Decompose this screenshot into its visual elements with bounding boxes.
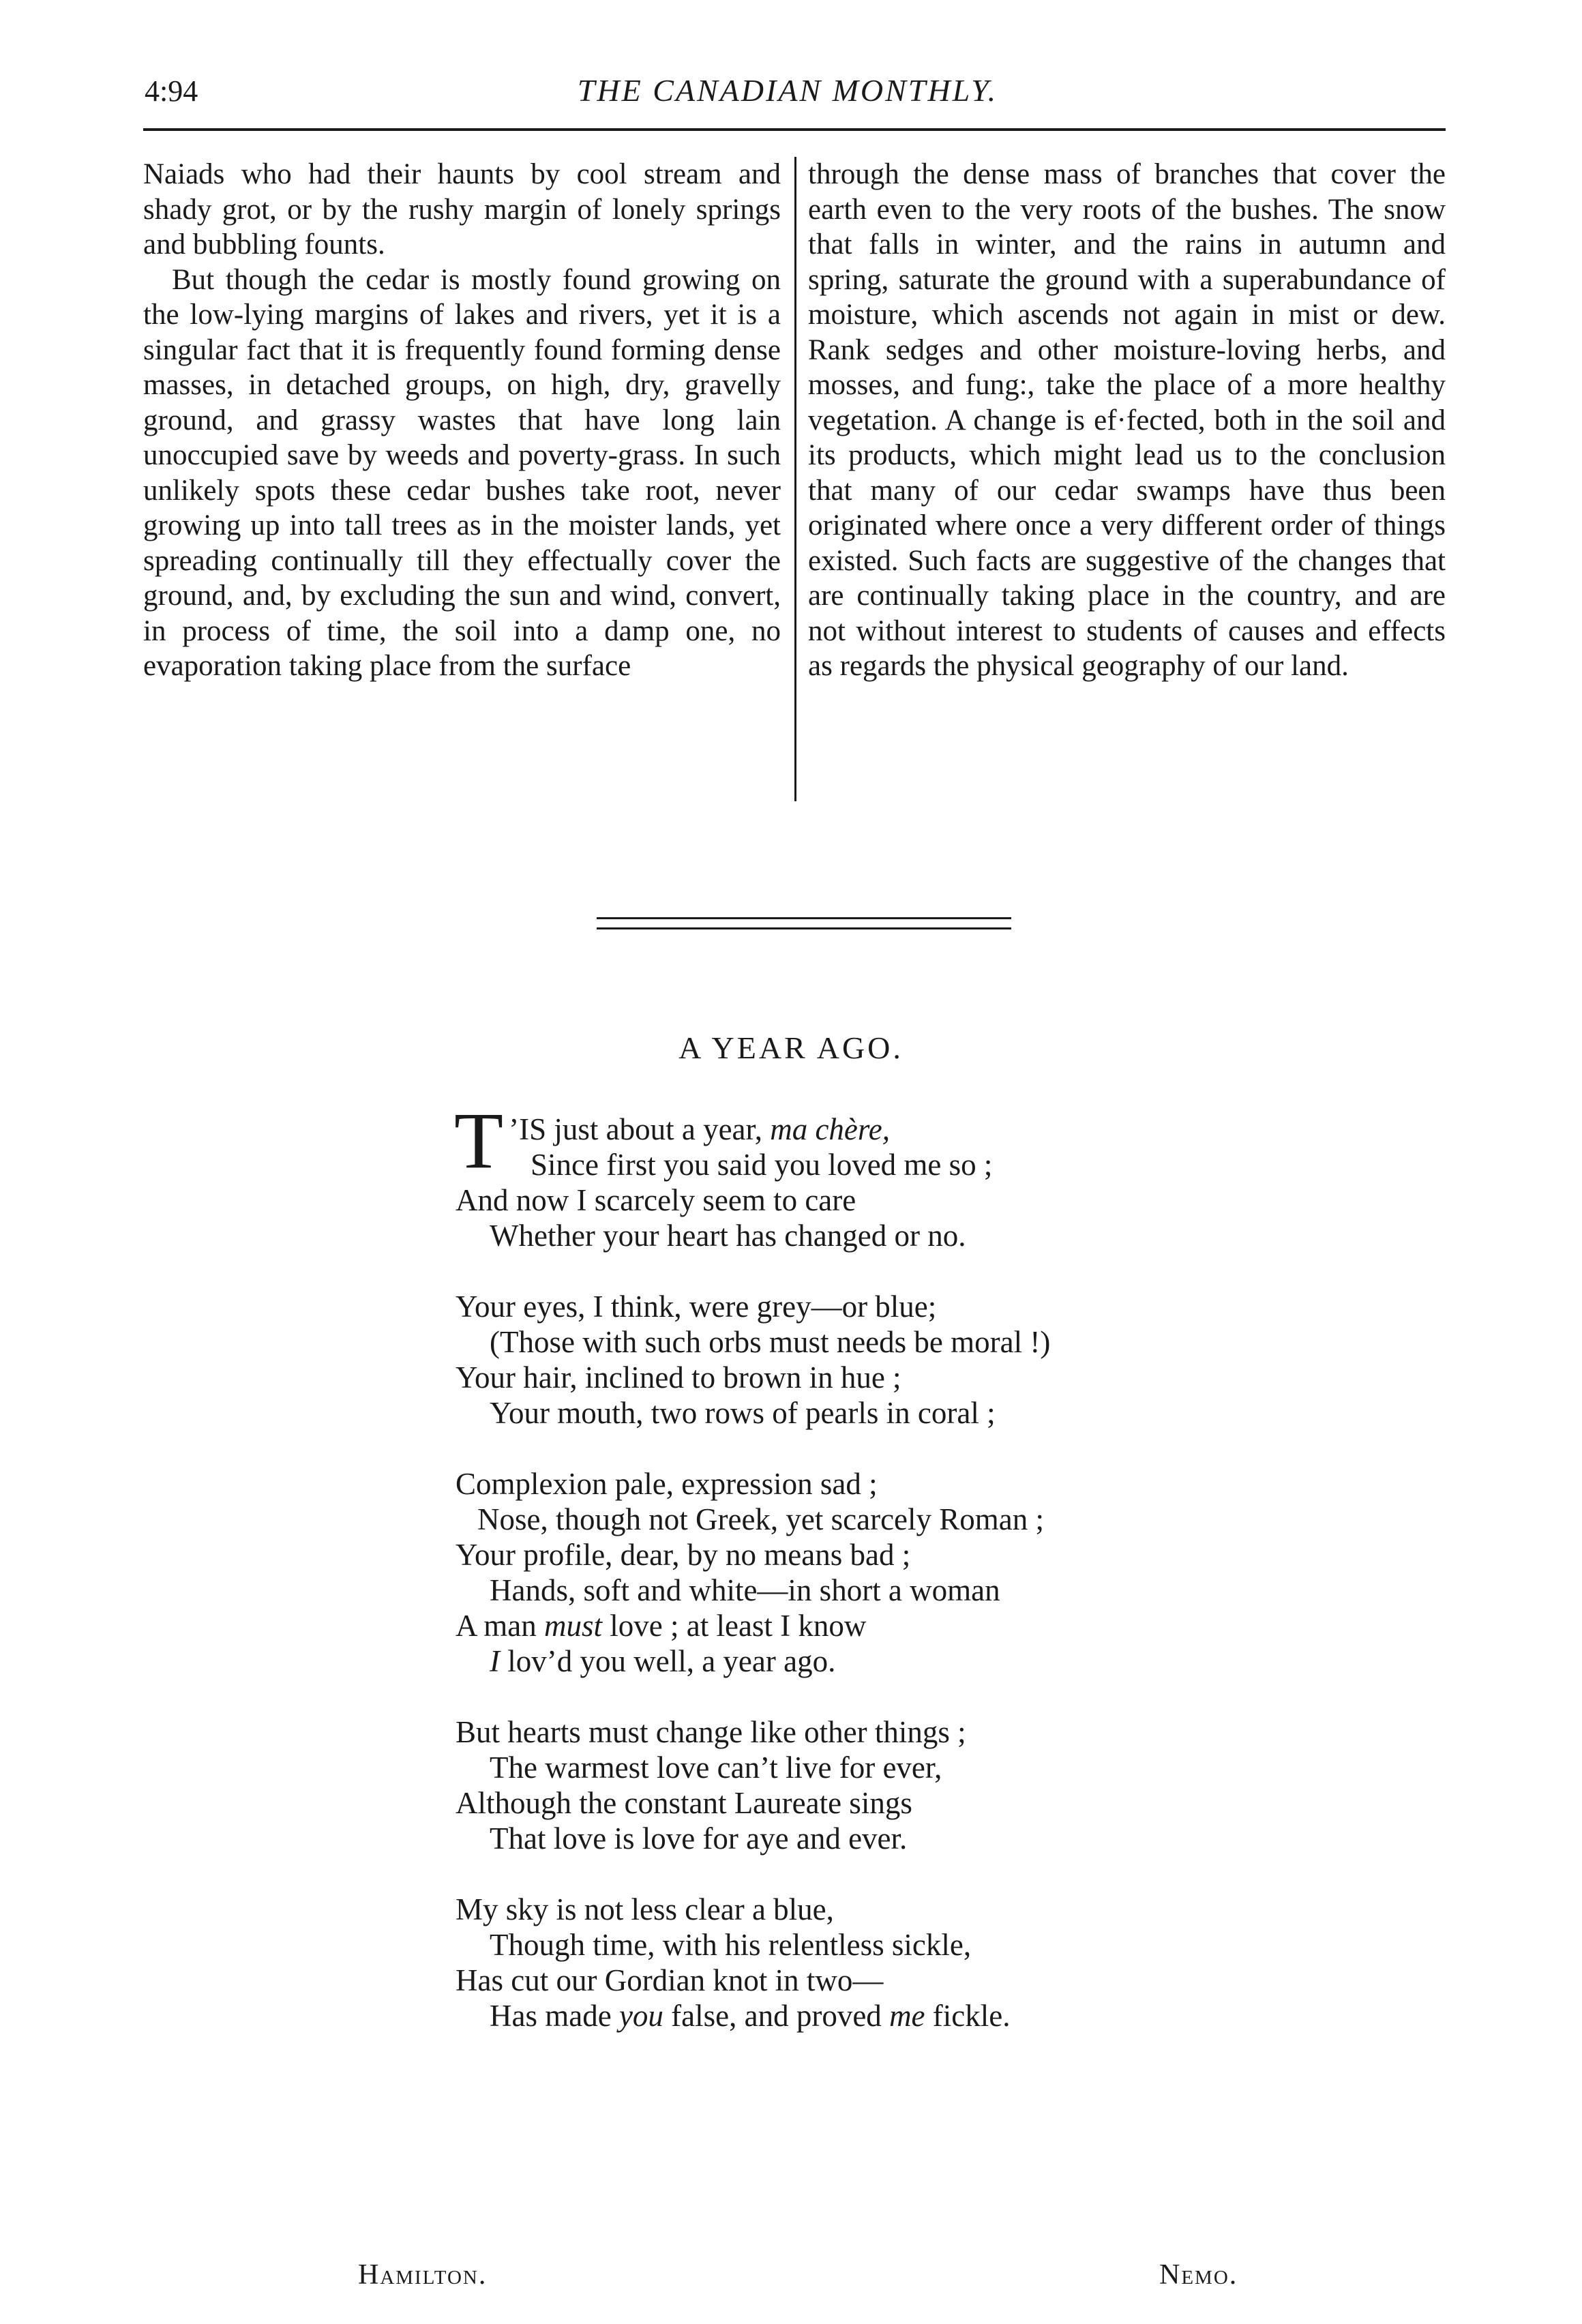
line-text: Has made: [490, 1999, 619, 2033]
poem-line: [456, 1608, 1410, 1643]
line-text: IS just about a year,: [519, 1112, 771, 1146]
drop-cap: T: [454, 1096, 504, 1185]
line-text: fickle.: [925, 1999, 1011, 2033]
left-column: [143, 157, 781, 684]
italic-text: you: [618, 1999, 663, 2033]
poem-line: That love is love for aye and ever.: [490, 1821, 908, 1856]
italic-text: must: [544, 1609, 603, 1643]
stanza-2: [456, 1289, 1410, 1431]
poem-title: A YEAR AGO.: [678, 1030, 904, 1065]
poem-line: Although the constant Laureate sings: [456, 1786, 912, 1820]
line-text: love ; at least I know: [602, 1609, 867, 1643]
stanza-1: [454, 1096, 1410, 1253]
poem-line: Hands, soft and white—in short a woman: [490, 1573, 1000, 1607]
poem-line: Your eyes, I think, were grey—or blue;: [456, 1290, 937, 1324]
poem-line: [456, 1998, 1410, 2034]
poem-line: Since first you said you loved me so ;: [531, 1148, 993, 1182]
poem-line: My sky is not less clear a blue,: [456, 1892, 834, 1926]
byline-author: Nemo.: [1159, 2259, 1238, 2291]
line-text: lov’d you well, a year ago.: [500, 1644, 836, 1678]
paragraph: But though the cedar is mostly found growing on the low-lying margins of lakes and rivers, yet it is a singular fact that it is frequently found forming dense masses, in detached groups, on high, dry, gravelly ground, and grassy wastes that have long lain unoccupied save by weeds and poverty-grass. In such unlikely spots these cedar bushes take root, never growing up into tall trees as in the moister lands, yet spreading continually till they effectually cover the ground, and, by excluding the sun and wind, convert, in process of time, the soil into a damp one, no evaporation taking place from the surface: [143, 263, 781, 682]
poem-line: And now I scarcely seem to care: [456, 1183, 856, 1217]
poem-line: Though time, with his relentless sickle,: [490, 1928, 972, 1962]
poem-line: But hearts must change like other things ;: [456, 1715, 966, 1749]
section-rule-top: [597, 917, 1011, 919]
italic-text: I: [490, 1644, 500, 1678]
line-text: A man: [456, 1609, 544, 1643]
poem-line: Your mouth, two rows of pearls in coral ;: [490, 1396, 996, 1430]
poem-line: Your hair, inclined to brown in hue ;: [456, 1360, 901, 1395]
line-text: false, and proved: [663, 1999, 890, 2033]
poem-line: Complexion pale, expression sad ;: [456, 1467, 878, 1501]
poem-line: The warmest love can’t live for ever,: [490, 1751, 942, 1785]
running-head: [130, 67, 1446, 115]
poem-line: Your profile, dear, by no means bad ;: [456, 1538, 911, 1572]
poem-line: Has cut our Gordian knot in two—: [456, 1963, 884, 1997]
journal-title: THE CANADIAN MONTHLY.: [577, 73, 998, 108]
paragraph: Naiads who had their haunts by cool stream and shady grot, or by the rushy margin of lonely springs and bubbling founts.: [143, 158, 781, 260]
stanza-4: [456, 1714, 1410, 1856]
apostrophe: ’: [509, 1112, 520, 1146]
article-columns: [143, 157, 1446, 811]
section-rule-bottom: [597, 927, 1011, 929]
poem-line: [456, 1643, 1410, 1679]
stanza-3: [456, 1466, 1410, 1679]
poem-line: Nose, though not Greek, yet scarcely Roman ;: [477, 1502, 1045, 1536]
page-number: 4:94: [145, 74, 198, 108]
right-column: [808, 157, 1446, 684]
byline-place: Hamilton.: [358, 2259, 488, 2291]
poem-line: Whether your heart has changed or no.: [490, 1219, 966, 1253]
paragraph: through the dense mass of branches that cover the earth even to the very roots of the bushes. The snow that falls in winter, and the rains in autumn and spring, saturate the ground with a superabundance of moisture, which ascends not again in mist or dew. Rank sedges and other moisture-loving herbs, and mosses, and fung:, take the place of a more healthy vegetation. A change is ef·fected, both in the soil and its products, which might lead us to the conclusion that many of our cedar swamps have thus been originated where once a very different order of things existed. Such facts are suggestive of the changes that are continually taking place in the country, and are not without interest to students of causes and effects as regards the physical geography of our land.: [808, 158, 1446, 682]
poem-line: (Those with such orbs must needs be moral !): [490, 1325, 1051, 1359]
italic-text: ma chère,: [770, 1112, 890, 1146]
italic-text: me: [889, 1999, 925, 2033]
poem: [454, 1096, 1410, 2069]
stanza-5: [456, 1892, 1410, 2034]
column-divider: [794, 157, 796, 801]
header-rule: [143, 128, 1446, 131]
